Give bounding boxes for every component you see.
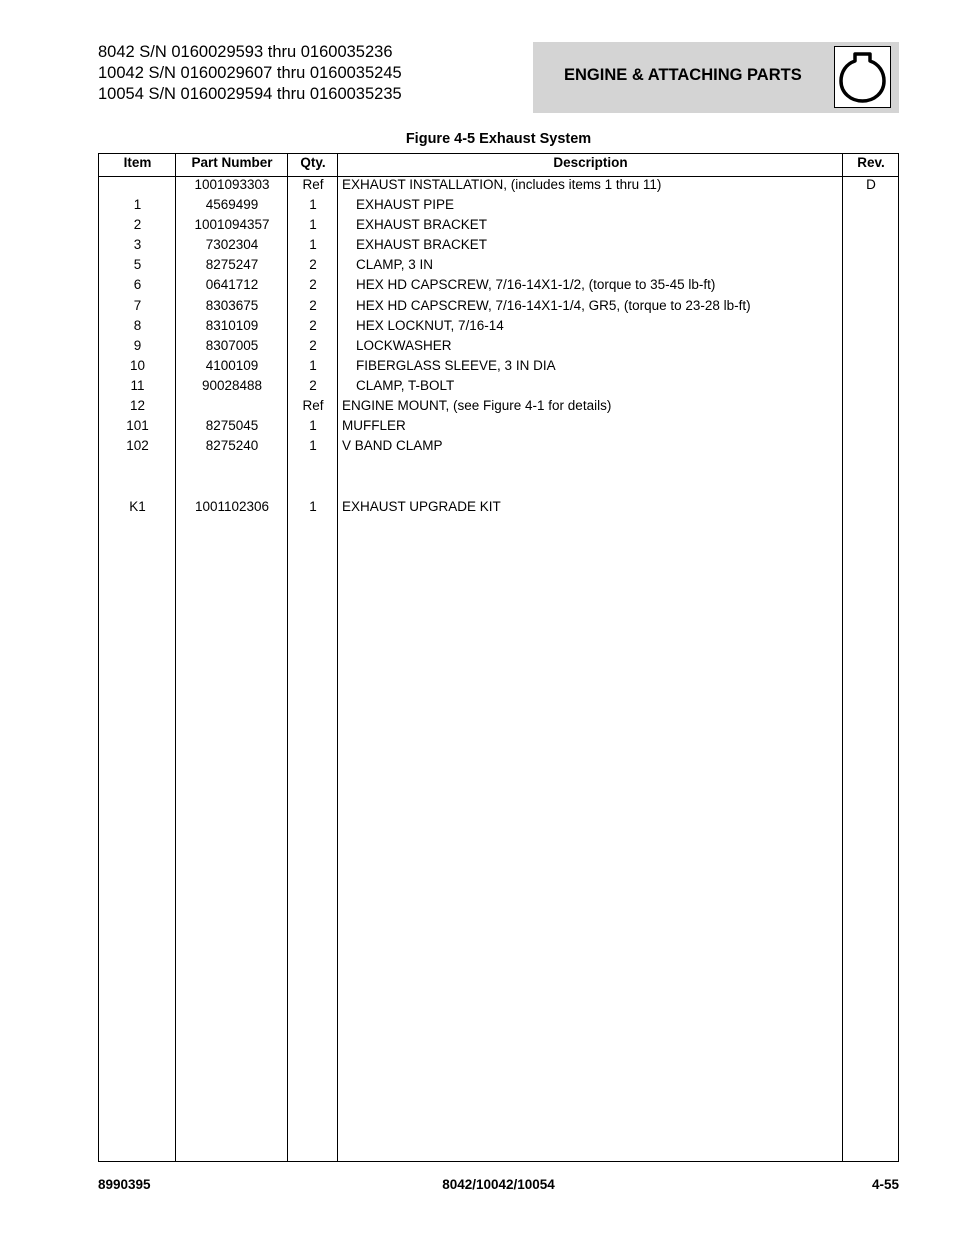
cell-item: 9 bbox=[133, 338, 142, 353]
cell-description: V BAND CLAMP bbox=[342, 438, 443, 453]
cell-description: CLAMP, 3 IN bbox=[356, 257, 434, 272]
cell-description: EXHAUST BRACKET bbox=[356, 217, 488, 232]
cell-description: ENGINE MOUNT, (see Figure 4-1 for details) bbox=[342, 398, 612, 413]
column-header-qty: Qty. bbox=[300, 155, 326, 170]
cell-item: 1 bbox=[133, 197, 142, 212]
cell-item: 8 bbox=[133, 318, 142, 333]
cell-part-number: 0641712 bbox=[205, 277, 259, 292]
cell-rev: D bbox=[866, 177, 876, 192]
cell-item: 7 bbox=[133, 298, 142, 313]
serial-line: 10054 S/N 0160029594 thru 0160035235 bbox=[98, 85, 402, 103]
cell-qty: 2 bbox=[309, 257, 317, 272]
cell-qty: 2 bbox=[309, 318, 317, 333]
table-row bbox=[99, 195, 898, 215]
table-row bbox=[99, 316, 898, 336]
cell-description: EXHAUST BRACKET bbox=[356, 237, 488, 252]
cell-description: HEX HD CAPSCREW, 7/16-14X1-1/4, GR5, (torque to 23-28 lb-ft) bbox=[356, 298, 751, 313]
cell-part-number: 8307005 bbox=[205, 338, 259, 353]
cell-item: 3 bbox=[133, 237, 142, 252]
table-row bbox=[99, 235, 898, 255]
table-row bbox=[99, 416, 898, 436]
cell-item: 12 bbox=[129, 398, 146, 413]
cell-qty: 2 bbox=[309, 378, 317, 393]
cell-part-number: 8310109 bbox=[205, 318, 259, 333]
footer-page-number: 4-55 bbox=[871, 1177, 899, 1192]
column-header-item: Item bbox=[123, 155, 152, 170]
cell-qty: Ref bbox=[302, 177, 324, 192]
cell-qty: 1 bbox=[309, 217, 317, 232]
table-row bbox=[99, 436, 898, 456]
cell-qty: 2 bbox=[309, 298, 317, 313]
cell-part-number: 8303675 bbox=[205, 298, 259, 313]
cell-item: 10 bbox=[129, 358, 146, 373]
table-row bbox=[99, 356, 898, 376]
cell-description: HEX HD CAPSCREW, 7/16-14X1-1/2, (torque to 35-45 lb-ft) bbox=[356, 277, 716, 292]
table-row bbox=[99, 275, 898, 295]
footer-model-numbers: 8042/10042/10054 bbox=[442, 1177, 555, 1192]
cell-part-number: 1001102306 bbox=[194, 499, 270, 514]
cell-description: FIBERGLASS SLEEVE, 3 IN DIA bbox=[356, 358, 556, 373]
footer-manual-number: 8990395 bbox=[98, 1177, 151, 1192]
cell-qty: 1 bbox=[309, 237, 317, 252]
column-header-rev: Rev. bbox=[857, 155, 885, 170]
table-row bbox=[99, 336, 898, 356]
cell-description: EXHAUST UPGRADE KIT bbox=[342, 499, 501, 514]
parts-table bbox=[98, 153, 899, 1162]
cell-item: 2 bbox=[133, 217, 142, 232]
cell-part-number: 4569499 bbox=[205, 197, 259, 212]
table-row bbox=[99, 255, 898, 275]
cell-qty: 2 bbox=[309, 277, 317, 292]
cell-qty: Ref bbox=[302, 398, 324, 413]
cell-description: MUFFLER bbox=[342, 418, 406, 433]
cell-part-number: 8275240 bbox=[205, 438, 259, 453]
cell-item: 102 bbox=[126, 438, 149, 453]
table-row bbox=[99, 396, 898, 416]
cell-qty: 1 bbox=[309, 438, 317, 453]
table-row bbox=[99, 376, 898, 396]
table-row bbox=[99, 497, 898, 517]
table-row bbox=[99, 296, 898, 316]
cell-item: 5 bbox=[133, 257, 142, 272]
engine-icon-frame bbox=[834, 46, 891, 108]
cell-part-number: 90028488 bbox=[201, 378, 263, 393]
cell-qty: 1 bbox=[309, 499, 317, 514]
cell-part-number: 4100109 bbox=[205, 358, 259, 373]
cell-item: 6 bbox=[133, 277, 142, 292]
cell-qty: 1 bbox=[309, 358, 317, 373]
cell-part-number: 1001093303 bbox=[194, 177, 270, 192]
cell-description: EXHAUST PIPE bbox=[356, 197, 455, 212]
cell-part-number: 8275045 bbox=[205, 418, 259, 433]
cell-item: 101 bbox=[126, 418, 149, 433]
figure-title: Figure 4-5 Exhaust System bbox=[405, 131, 592, 147]
cell-qty: 2 bbox=[309, 338, 317, 353]
serial-line: 8042 S/N 0160029593 thru 0160035236 bbox=[98, 43, 393, 61]
cell-qty: 1 bbox=[309, 197, 317, 212]
cell-item: K1 bbox=[129, 499, 146, 514]
cell-part-number: 8275247 bbox=[205, 257, 259, 272]
cell-part-number: 7302304 bbox=[205, 237, 259, 252]
column-header-description: Description bbox=[553, 155, 628, 170]
cell-description: EXHAUST INSTALLATION, (includes items 1 thru 11) bbox=[342, 177, 662, 192]
section-header bbox=[533, 42, 899, 113]
cell-item: 11 bbox=[130, 378, 145, 393]
engine-outline-icon bbox=[839, 51, 886, 103]
cell-description: LOCKWASHER bbox=[356, 338, 452, 353]
section-title: ENGINE & ATTACHING PARTS bbox=[564, 66, 802, 84]
serial-line: 10042 S/N 0160029607 thru 0160035245 bbox=[98, 64, 402, 82]
cell-description: HEX LOCKNUT, 7/16-14 bbox=[356, 318, 504, 333]
column-header-part-number: Part Number bbox=[191, 155, 273, 170]
table-row bbox=[99, 215, 898, 235]
serial-range-block bbox=[98, 42, 402, 105]
cell-part-number: 1001094357 bbox=[194, 217, 270, 232]
cell-qty: 1 bbox=[309, 418, 317, 433]
table-row bbox=[99, 175, 898, 195]
cell-description: CLAMP, T-BOLT bbox=[356, 378, 455, 393]
